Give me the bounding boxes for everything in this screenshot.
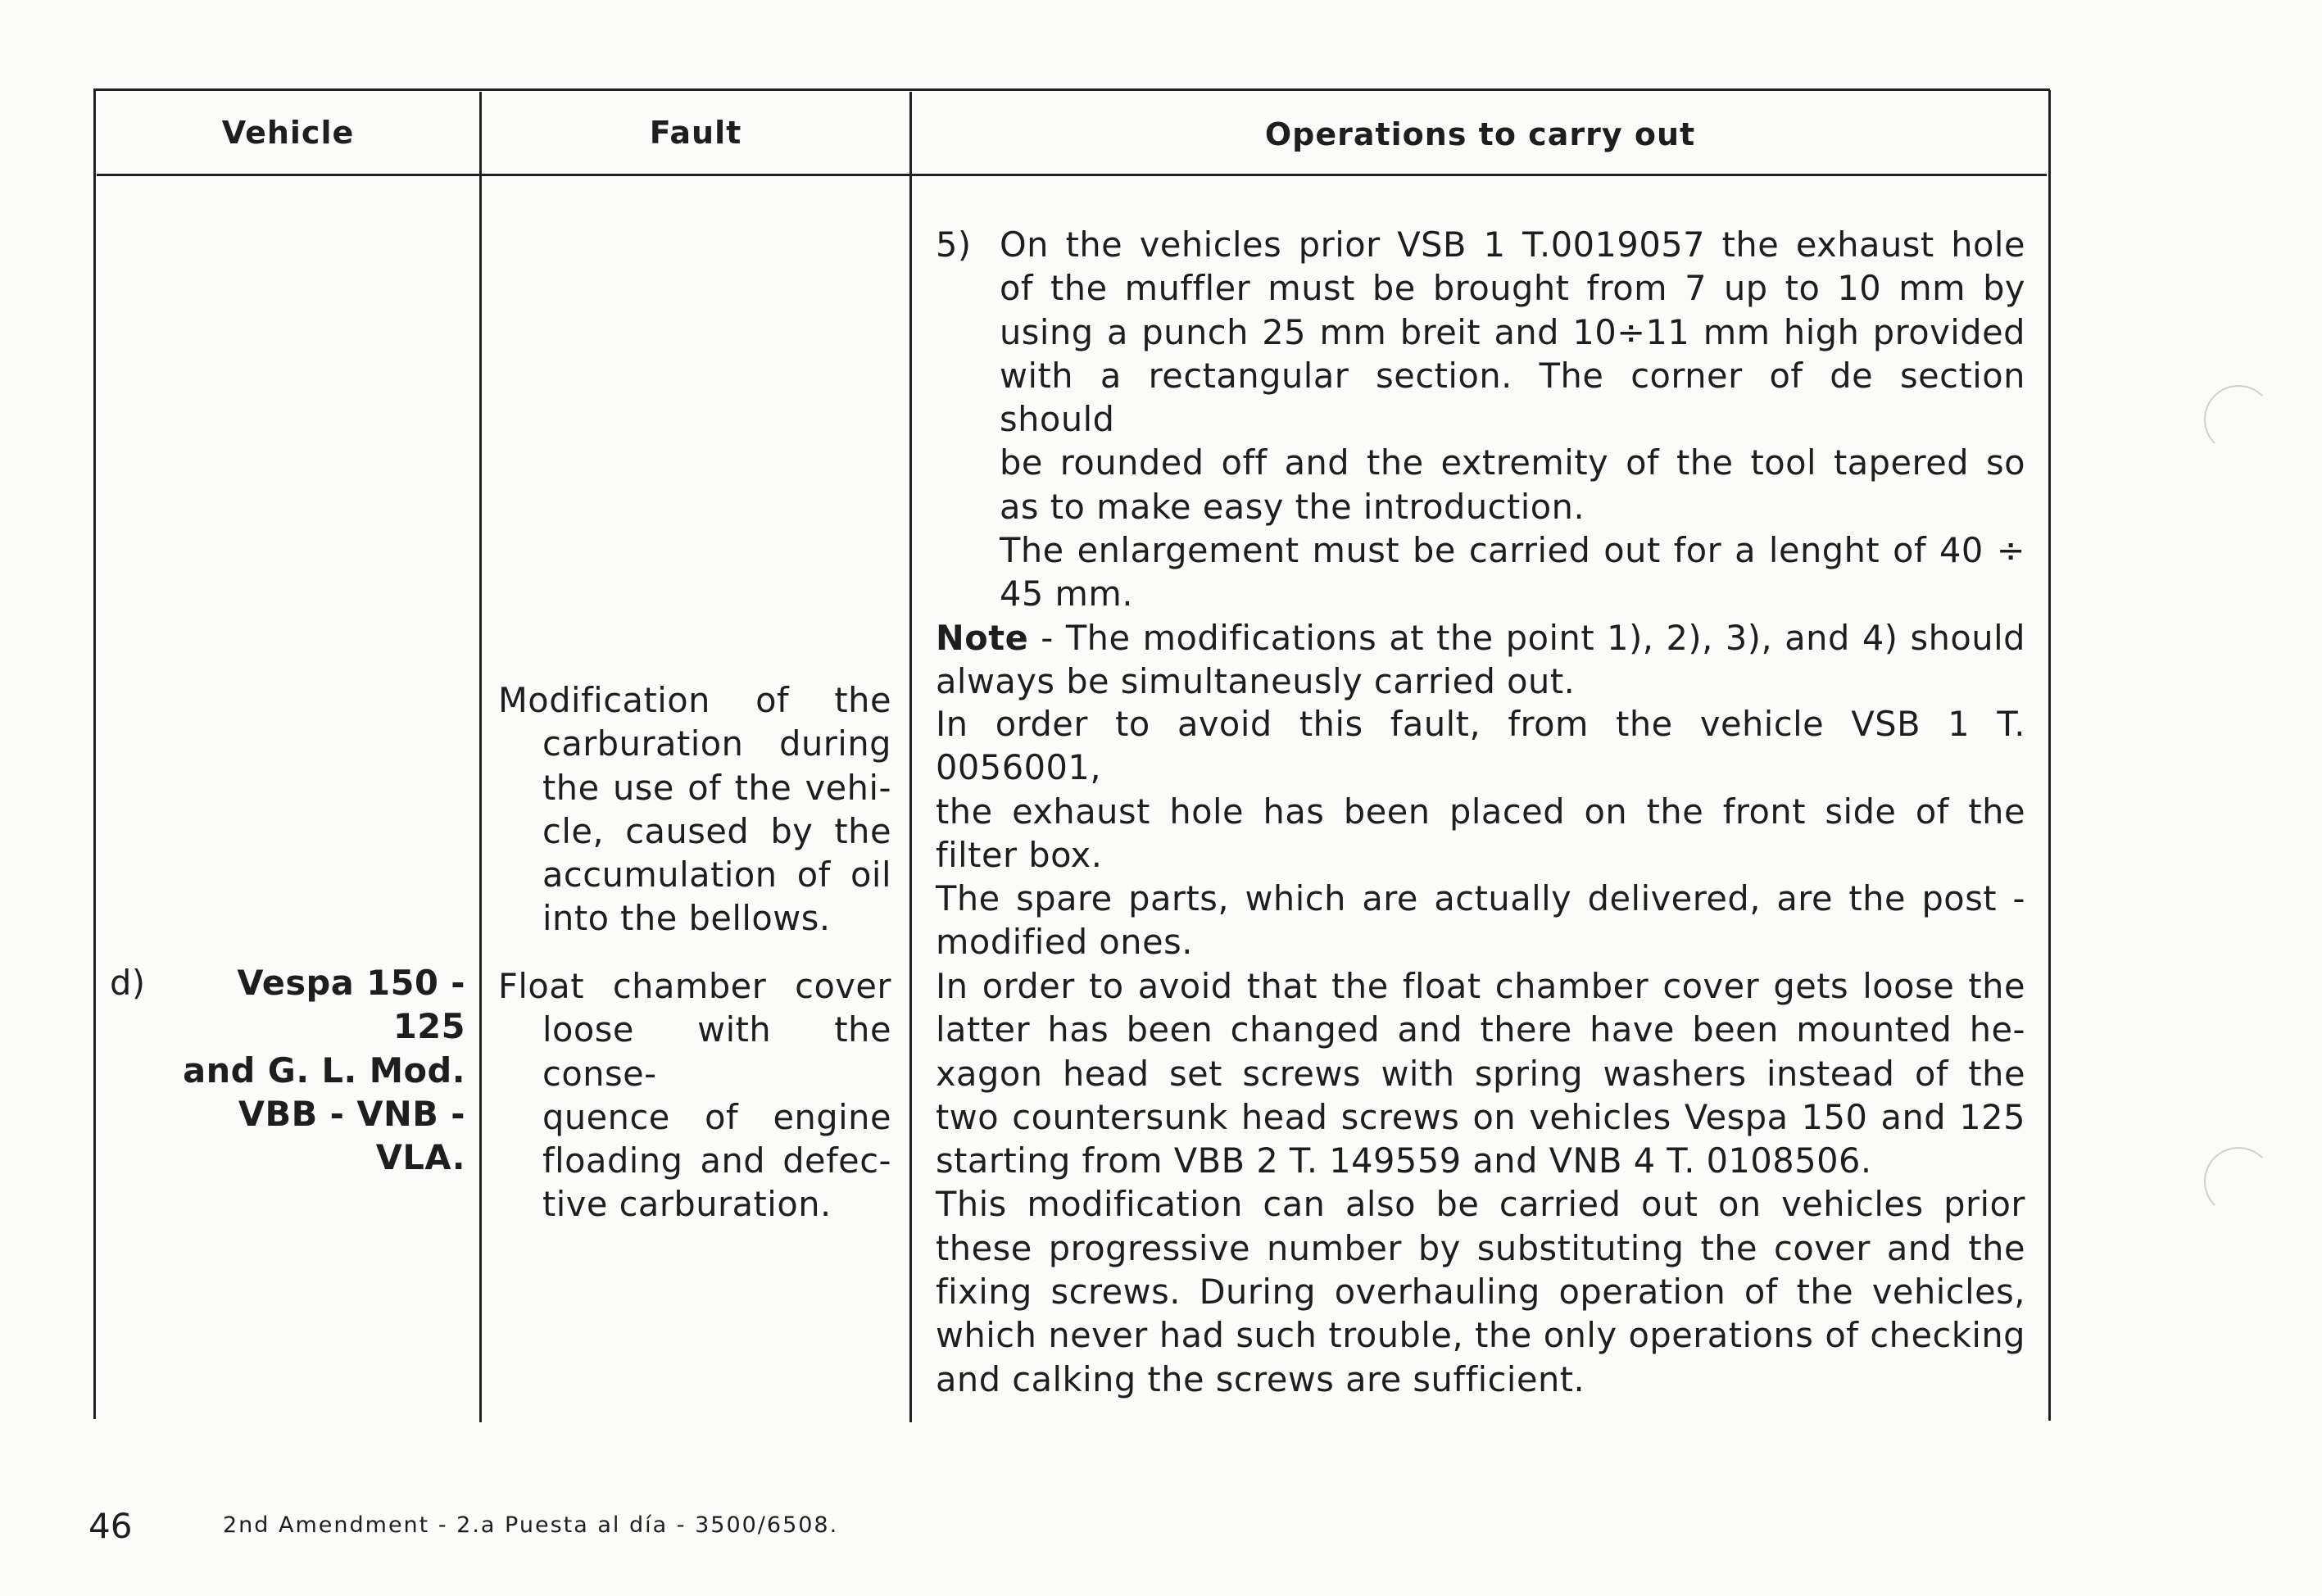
fault-d-line: floading and defec- <box>542 1140 891 1181</box>
column-divider-right-edge <box>2048 90 2051 1421</box>
fault-d-line: Float chamber cover <box>498 966 891 1006</box>
operation-5-number: 5) <box>936 224 972 265</box>
header-bottom-border <box>97 174 2047 176</box>
operation-5-block <box>936 223 2025 703</box>
vehicle-d-line: VBB - VNB - VLA. <box>238 1093 465 1178</box>
operation-d-line: This modification can also be carried out on vehicles prior <box>936 1184 2025 1225</box>
operation-d-line: which never had such trouble, the only operations of checking <box>936 1315 2025 1356</box>
fault-c-block <box>498 678 891 941</box>
fault-c-line: carburation during <box>542 723 891 764</box>
operation-5-line: using a punch 25 mm breit and 10÷11 mm high provided <box>1000 311 2025 352</box>
operation-d-line: In order to avoid that the float chamber cover gets loose the <box>936 966 2025 1006</box>
operation-5-line: On the vehicles prior VSB 1 T.0019057 the exhaust hole <box>1000 224 2025 265</box>
fault-c-line: the use of the vehi- <box>542 767 891 808</box>
header-vehicle: Vehicle <box>221 115 355 151</box>
note-label: Note <box>936 617 1029 658</box>
operation-d-line: these progressive number by substituting the cover and the <box>936 1227 2025 1268</box>
column-divider-vehicle-fault <box>479 92 482 1422</box>
operation-c-line: the exhaust hole has been placed on the front side of the <box>936 791 2025 832</box>
binder-hole <box>2204 1147 2273 1216</box>
fault-d-line: quence of engine <box>542 1096 891 1137</box>
vehicle-d-label: d) <box>110 963 146 1003</box>
operation-d-line: two countersunk head screws on vehicles Vespa 150 and 125 <box>936 1096 2025 1137</box>
fault-c-line: Modification of the <box>498 680 891 720</box>
operation-d-line: starting from VBB 2 T. 149559 and VNB 4 T. 0108506. <box>936 1140 1872 1181</box>
binder-hole <box>2204 385 2273 454</box>
operation-c-line: The spare parts, which are actually delivered, are the post - <box>936 878 2025 919</box>
operation-5-line: be rounded off and the extremity of the tool tapered so <box>1000 442 2025 483</box>
operation-c-block <box>936 702 2025 964</box>
operation-5-line: 45 mm. <box>1000 574 1134 614</box>
operation-c-line: filter box. <box>936 834 1103 875</box>
column-divider-left-edge <box>93 88 96 1419</box>
footer-text: 2nd Amendment - 2.a Puesta al día - 3500/6508. <box>223 1512 839 1538</box>
vehicle-d-line: and G. L. Mod. <box>183 1050 465 1090</box>
column-divider-fault-operations <box>909 92 912 1422</box>
note-line-2: always be simultaneusly carried out. <box>936 660 1576 701</box>
operation-d-line: latter has been changed and there have been mounted he- <box>936 1009 2025 1050</box>
note-line <box>936 616 2025 660</box>
fault-d-block <box>498 964 891 1226</box>
header-fault: Fault <box>649 115 742 151</box>
operation-5-line: with a rectangular section. The corner of de section should <box>1000 355 2025 440</box>
note-text: - The modifications at the point 1), 2), 3), and 4) should <box>1028 617 2025 658</box>
operation-d-line: fixing screws. During overhauling operation of the vehicles, <box>936 1272 2025 1313</box>
operation-5-line: as to make easy the introduction. <box>1000 486 1585 527</box>
operation-c-line: In order to avoid this fault, from the vehicle VSB 1 T. 0056001, <box>936 704 2025 788</box>
page-number: 46 <box>88 1506 133 1546</box>
fault-d-line: loose with the conse- <box>542 1009 891 1094</box>
operation-d-line: and calking the screws are sufficient. <box>936 1358 1585 1399</box>
operation-c-line: modified ones. <box>936 922 1193 963</box>
fault-c-line: into the bellows. <box>542 898 831 939</box>
fault-c-line: cle, caused by the <box>542 810 891 851</box>
header-operations: Operations to carry out <box>1264 116 1696 152</box>
table-top-border <box>93 88 2050 91</box>
operation-d-line: xagon head set screws with spring washers instead of the <box>936 1053 2025 1094</box>
fault-c-line: accumulation of oil <box>542 855 891 895</box>
fault-d-line: tive carburation. <box>542 1184 832 1225</box>
operation-5-line: of the muffler must be brought from 7 up to 10 mm by <box>1000 268 2025 309</box>
vehicle-d-line: Vespa 150 - 125 <box>237 963 465 1047</box>
operation-d-block <box>936 964 2025 1401</box>
operation-5-line: The enlargement must be carried out for a lenght of 40 ÷ <box>1000 530 2025 571</box>
